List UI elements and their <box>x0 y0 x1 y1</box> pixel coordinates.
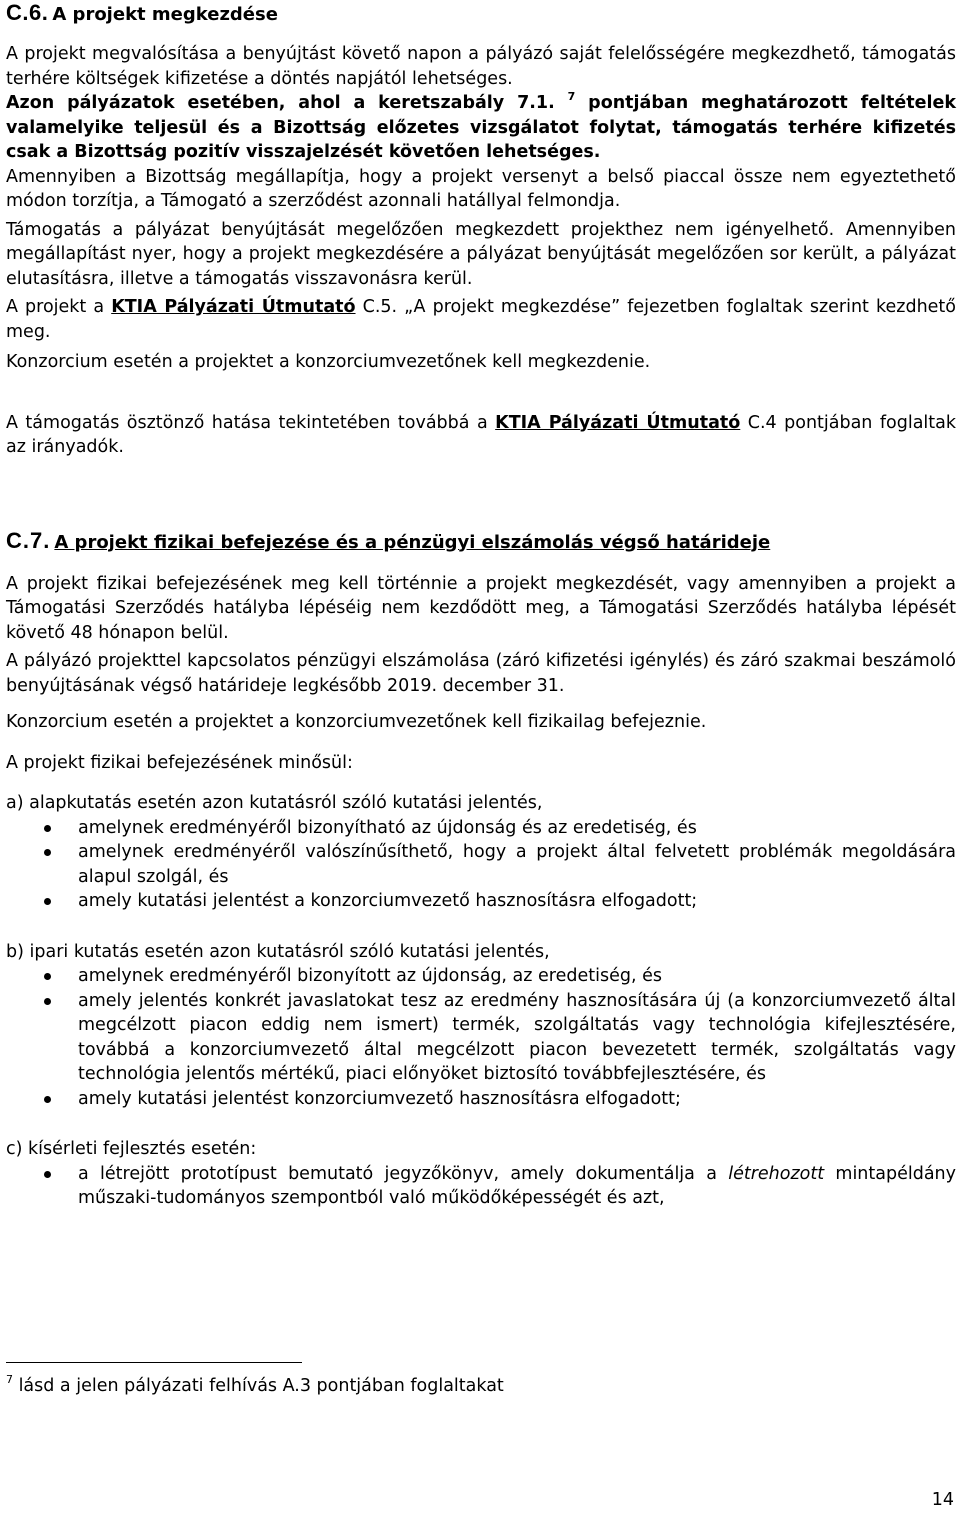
bullet-list-a <box>6 816 956 914</box>
paragraph: Támogatás a pályázat benyújtását megelőzően megkezdett projekthez nem igényelhető. Amennyiben megállapítást nyer, hogy a projekt megkezdésére a pályázat benyújtását megelőzően sor került, a pályázat elutasításra, illetve a támogatás visszavonásra kerül. <box>6 219 956 289</box>
paragraph: A projekt fizikai befejezésének minősül: <box>6 752 353 773</box>
list-item <box>6 989 956 1087</box>
paragraph: Amennyiben a Bizottság megállapítja, hogy a projekt versenyt a belső piaccal össze nem egyeztethető módon torzítja, a Támogató a szerződést azonnali hatállyal felmondja. <box>6 166 956 211</box>
list-item <box>6 1162 956 1211</box>
paragraph: A pályázó projekttel kapcsolatos pénzügyi elszámolása (záró kifizetési igénylés) és záró szakmai beszámoló benyújtásának végső határideje legkésőbb 2019. december 31. <box>6 651 956 696</box>
list-item-text: amely kutatási jelentést a konzorciumvezető hasznosításra elfogadott; <box>78 891 698 911</box>
list-item-text: amelynek eredményéről bizonyított az újdonság, az eredetiség, és <box>78 966 662 986</box>
list-item-text: amelynek eredményéről valószínűsíthető, hogy a projekt által felvetett problémák megoldására alapul szolgál, és <box>78 842 956 887</box>
bullet-icon <box>44 998 51 1005</box>
paragraph: Konzorcium esetén a projektet a konzorciumvezetőnek kell megkezdenie. <box>6 352 651 372</box>
bullet-icon <box>44 973 51 980</box>
section-heading-c6 <box>6 0 956 30</box>
paragraph-text: C.4 pontjában foglaltak az irányadók. <box>6 412 957 457</box>
paragraph-text: A projekt a <box>6 297 112 317</box>
section-title: A projekt fizikai befejezése és a pénzügyi elszámolás végső határideje <box>54 531 771 553</box>
footnote-mark: 7 <box>6 1373 13 1386</box>
paragraph: Konzorcium esetén a projektet a konzorciumvezetőnek kell fizikailag befejeznie. <box>6 712 707 732</box>
paragraph-text: pontjában meghatározott feltételek valamelyike teljesül és a Bizottság előzetes vizsgálatot folytat, támogatás terhére kifizetés csak a Bizottság pozitív visszajelzését követően lehetséges. <box>6 93 957 162</box>
list-item-text: amely kutatási jelentést konzorciumvezető hasznosításra elfogadott; <box>78 1088 681 1109</box>
bullet-icon <box>44 1096 51 1103</box>
list-item-text: a létrejött prototípust bemutató jegyzőkönyv, amely dokumentálja a <box>78 1163 729 1184</box>
list-intro: a) alapkutatás esetén azon kutatásról szóló kutatási jelentés, <box>6 793 543 813</box>
list-item <box>6 1087 956 1112</box>
page-number: 14 <box>931 1490 954 1510</box>
list-item-text: amely jelentés konkrét javaslatokat tesz az eredmény hasznosítására új (a konzorciumvezető által megcélzott piacon eddig nem ismert) termék, szolgáltatás vagy technológia kifejlesztésére, továbbá a konzorciumvezető által megcélzott piacon bevezetett termék, szolgáltatás vagy technológia jelentős mértékű, piaci előnyöket biztosító továbbfejlesztésére, és <box>78 990 956 1084</box>
bullet-list-c <box>6 1162 956 1211</box>
list-item-text: amelynek eredményéről bizonyítható az újdonság és az eredetiség, és <box>78 817 697 838</box>
bullet-icon <box>44 898 51 905</box>
paragraph <box>6 411 956 460</box>
paragraph-text: C.5. „A projekt megkezdése” fejezetben foglaltak szerint kezdhető meg. <box>6 297 956 342</box>
bullet-list-b <box>6 964 956 1111</box>
footnote-text: lásd a jelen pályázati felhívás A.3 pontjában foglaltakat <box>13 1376 504 1396</box>
list-item <box>6 964 956 989</box>
document-page <box>6 0 956 1211</box>
list-item <box>6 840 956 889</box>
list-intro: c) kísérleti fejlesztés esetén: <box>6 1139 257 1159</box>
bullet-icon <box>44 825 51 832</box>
footnote-reference[interactable]: 7 <box>567 90 576 103</box>
section-number: C.6. <box>6 0 49 25</box>
bullet-icon <box>44 1171 51 1178</box>
list-item-italic: létrehozott <box>728 1163 825 1184</box>
bullet-icon <box>44 849 51 856</box>
paragraph: A projekt megvalósítása a benyújtást követő napon a pályázó saját felelősségére megkezdhető, támogatás terhére költségek kifizetése a döntés napjától lehetséges. <box>6 44 956 89</box>
list-intro: b) ipari kutatás esetén azon kutatásról szóló kutatási jelentés, <box>6 941 550 962</box>
paragraph <box>6 295 956 344</box>
footnote <box>6 1374 504 1398</box>
list-item <box>6 889 956 914</box>
section-heading-c7 <box>6 522 956 560</box>
section-number: C.7. <box>6 527 51 553</box>
paragraph-text: Azon pályázatok esetében, ahol a keretszabály 7.1. <box>6 93 555 113</box>
list-item-text: mintapéldány műszaki-tudományos szempontból való működőképességét és azt, <box>78 1163 956 1208</box>
footnote-separator <box>6 1362 302 1363</box>
section-title: A projekt megkezdése <box>52 4 278 25</box>
list-item <box>6 816 956 841</box>
paragraph-text: A támogatás ösztönző hatása tekintetében továbbá a <box>6 412 496 433</box>
guide-reference: KTIA Pályázati Útmutató <box>495 412 741 433</box>
guide-reference: KTIA Pályázati Útmutató <box>111 297 356 317</box>
paragraph-bold <box>6 91 956 165</box>
paragraph: A projekt fizikai befejezésének meg kell történnie a projekt megkezdését, vagy amennyiben a projekt a Támogatási Szerződés hatályba lépéséig nem kezdődött meg, a Támogatási Szerződés hatályba lépését követő 48 hónapon belül. <box>6 573 956 643</box>
